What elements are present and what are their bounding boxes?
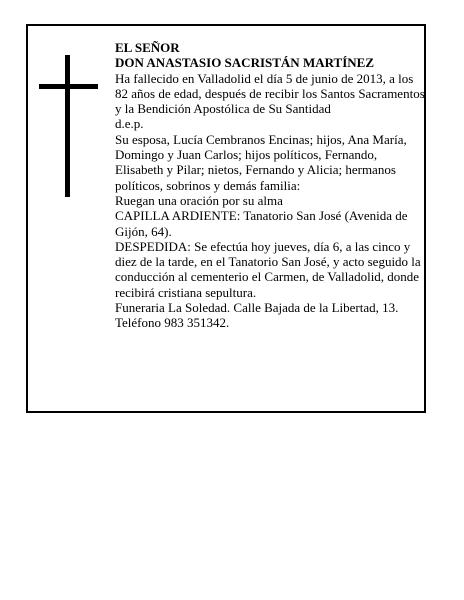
title-line-1: EL SEÑOR: [115, 40, 180, 55]
farewell-info: DESPEDIDA: Se efectúa hoy jueves, día 6, a las cinco y diez de la tarde, en el Tanatorio San José, y acto seguido la conducción al cementerio el Carmen, de Valladolid, donde recibirá cristiana sepultura.: [115, 238, 421, 300]
prayer-request: Ruegan una oración por su alma: [115, 192, 283, 208]
deceased-name: DON ANASTASIO SACRISTÁN MARTÍNEZ: [115, 55, 374, 71]
cross-vertical-bar: [65, 55, 70, 197]
death-statement: Ha fallecido en Valladolid el día 5 de junio de 2013, a los 82 años de edad, después de recibir los Santos Sacramentos y la Bendición Apostólica de Su Santidad: [115, 70, 425, 117]
obituary-text: [115, 40, 426, 331]
cross-icon: [39, 55, 101, 197]
chapel-info: CAPILLA ARDIENTE: Tanatorio San José (Avenida de Gijón, 64).: [115, 208, 408, 239]
obituary-notice: [26, 24, 426, 413]
funeral-home-info: Funeraria La Soledad. Calle Bajada de la Libertad, 13. Teléfono 983 351342.: [115, 300, 399, 331]
rip-abbreviation: d.e.p.: [115, 116, 144, 132]
family-list: Su esposa, Lucía Cembranos Encinas; hijos, Ana María, Domingo y Juan Carlos; hijos políticos, Fernando, Elisabeth y Pilar; nietos, Fernando y Alicia; hermanos políticos, sobrinos y demás familia:: [115, 131, 407, 193]
cross-horizontal-bar: [39, 84, 98, 89]
